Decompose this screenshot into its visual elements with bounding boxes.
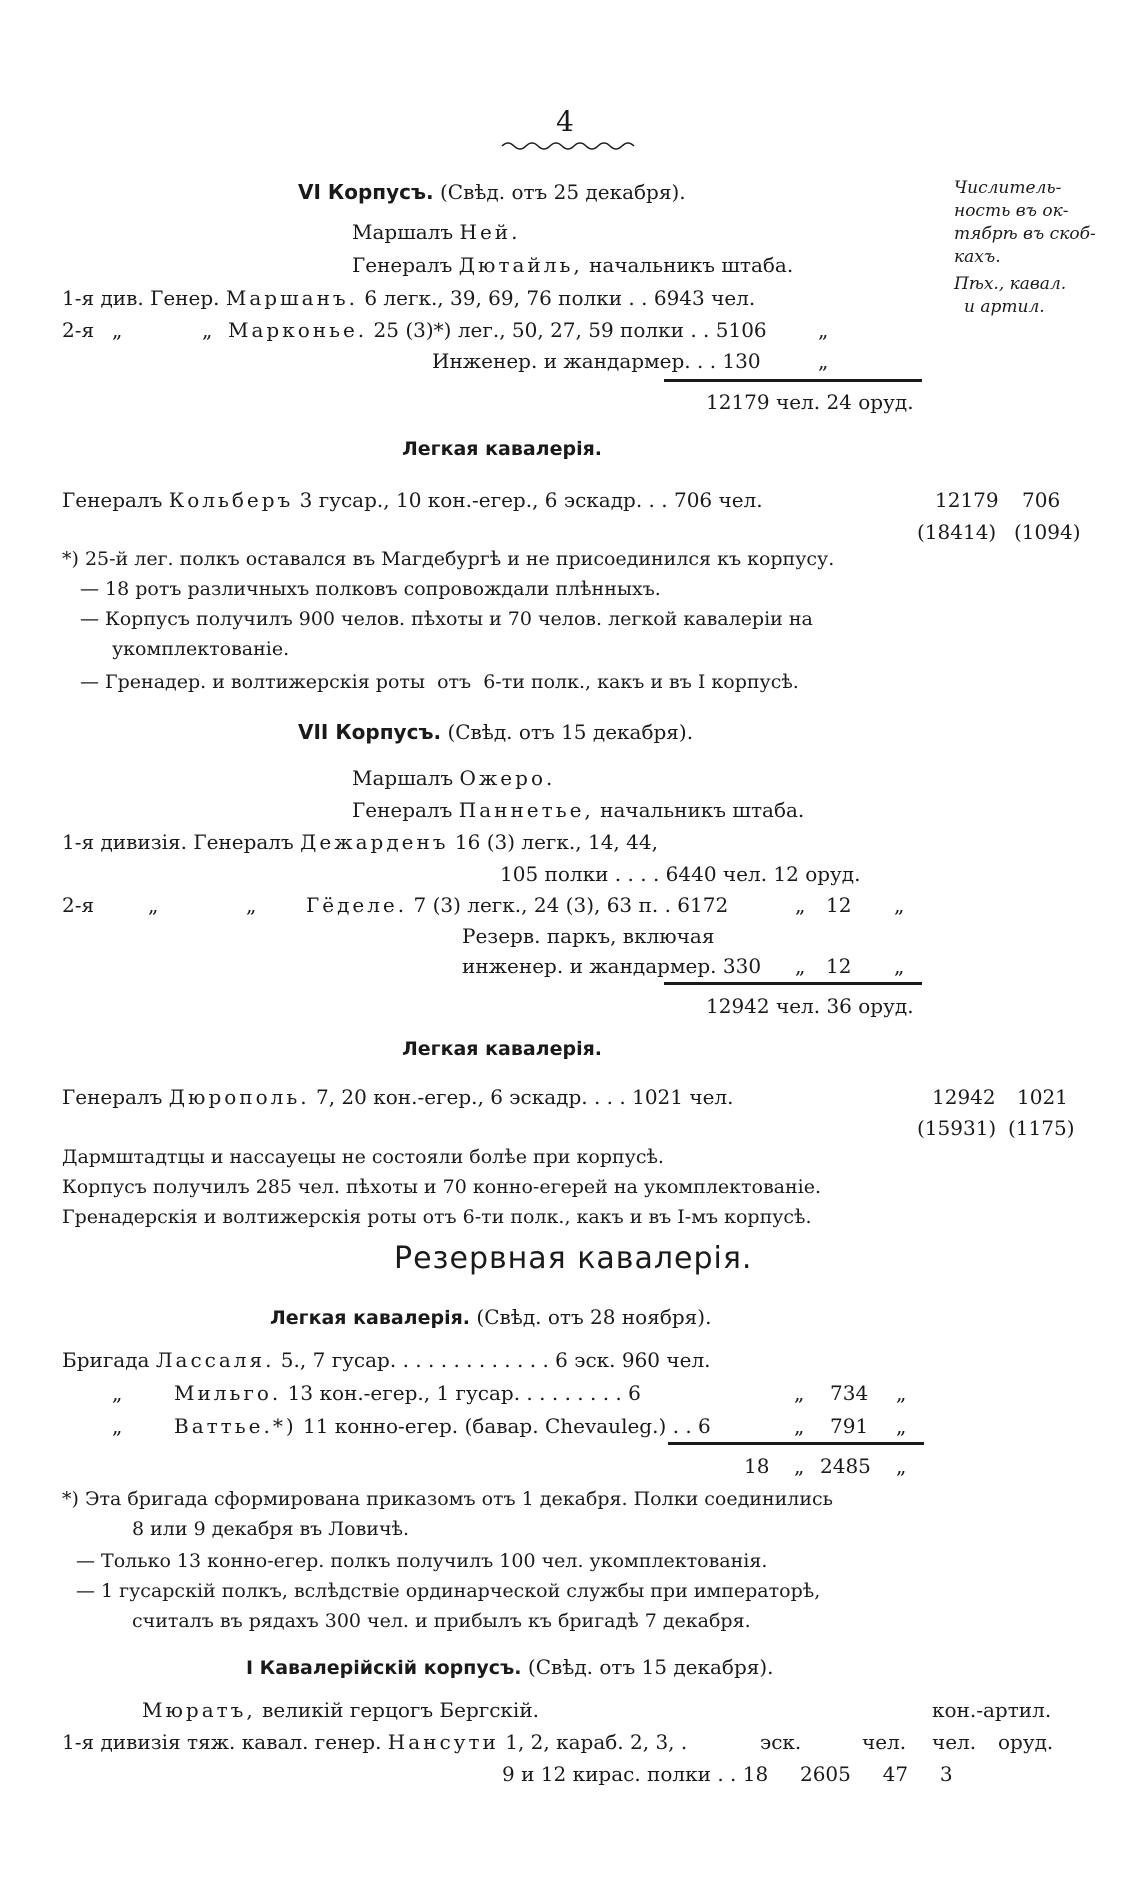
corps6-division-2: 2-я „ „ Марконье. 25 (3)*) лег., 50, 27, 59 полки . . 5106 bbox=[62, 318, 767, 342]
brigade-milgo: Мильго. 13 кон.-егер., 1 гусар. . . . . . . . . 6 bbox=[174, 1381, 641, 1405]
ditto-mark: „ bbox=[894, 954, 905, 978]
ditto-mark: „ bbox=[794, 1381, 805, 1405]
corps6-marshal: Маршалъ Ней. bbox=[352, 220, 521, 244]
corps7-total: 12942 чел. 36 оруд. bbox=[706, 994, 914, 1018]
corps6-engineers: Инженер. и жандармер. . . 130 bbox=[432, 349, 761, 373]
ditto-mark: „ bbox=[794, 1454, 805, 1478]
corps7-cavalry-line: Генералъ Дюрополь. 7, 20 кон.-егер., 6 эскадр. . . . 1021 чел. bbox=[62, 1085, 734, 1109]
corps6-division-1: 1-я див. Генер. Маршанъ. 6 легк., 39, 69, 76 полки . . 6943 чел. bbox=[62, 286, 756, 310]
brigade-vattier-men: 791 bbox=[830, 1414, 869, 1438]
corps7-reserve-park: Резерв. паркъ, включая bbox=[462, 924, 715, 948]
ditto-mark: „ bbox=[795, 954, 806, 978]
column-header-horse-artillery: кон.-артил. bbox=[932, 1698, 1052, 1722]
reserve-cavalry-title: Резервная кавалерія. bbox=[394, 1241, 753, 1276]
reserve-total-men: 2485 bbox=[820, 1454, 871, 1478]
sum-rule bbox=[664, 982, 922, 985]
column-header-squadrons: эск. bbox=[760, 1730, 802, 1754]
column-header-men-2: чел. bbox=[932, 1730, 977, 1754]
corps6-cav-october: 706 bbox=[1022, 488, 1061, 512]
brigade-lassal: Бригада Лассаля. 5., 7 гусар. . . . . . . . . . . . . 6 эск. 960 чел. bbox=[62, 1348, 711, 1372]
ditto-mark: „ bbox=[112, 1381, 123, 1405]
ditto-mark: „ bbox=[896, 1414, 907, 1438]
brigade-vattier: Ваттье.*) 11 конно-егер. (бавар. Chevauleg.) . . 6 bbox=[174, 1414, 711, 1438]
note: — 1 гусарскій полкъ, вслѣдствіе ординарческой службы при императорѣ, bbox=[76, 1580, 821, 1602]
corps7-chief: Генералъ Паннетье, начальникъ штаба. bbox=[352, 798, 805, 822]
note: считалъ въ рядахъ 300 чел. и прибылъ къ бригадѣ 7 декабря. bbox=[132, 1610, 751, 1632]
ditto-mark: „ bbox=[818, 349, 829, 373]
corps7-division-1: 1-я дивизія. Генералъ Дежарденъ 16 (3) легк., 14, 44, bbox=[62, 830, 658, 854]
note: укомплектованіе. bbox=[112, 638, 290, 660]
heavy-cavalry-division-1: 1-я дивизія тяж. кавал. генер. Нансути 1, 2, караб. 2, 3, . bbox=[62, 1730, 688, 1754]
ornament-squiggle bbox=[500, 140, 640, 152]
ditto-mark: „ bbox=[794, 1414, 805, 1438]
sum-rule bbox=[668, 1442, 924, 1445]
column-header-guns: оруд. bbox=[998, 1730, 1054, 1754]
corps7-engineers: инженер. и жандармер. 330 bbox=[462, 954, 762, 978]
note: 8 или 9 декабря въ Ловичѣ. bbox=[132, 1518, 410, 1540]
note: — Только 13 конно-егер. полкъ получилъ 100 чел. укомплектованія. bbox=[76, 1550, 768, 1572]
note: *) Эта бригада сформирована приказомъ отъ 1 декабря. Полки соединились bbox=[62, 1488, 834, 1510]
ditto-mark: „ bbox=[896, 1381, 907, 1405]
note: Корпусъ получилъ 285 чел. пѣхоты и 70 конно-егерей на укомплектованіе. bbox=[62, 1176, 822, 1198]
corps6-total: 12179 чел. 24 оруд. bbox=[706, 390, 914, 414]
corps7-heading: VII Корпусъ. (Свѣд. отъ 15 декабря). bbox=[298, 720, 694, 744]
corps6-cavalry-line: Генералъ Кольберъ 3 гусар., 10 кон.-егер., 6 эскадр. . . 706 чел. bbox=[62, 488, 763, 512]
corps6-side-note: Числитель- ность въ ок- тябрѣ въ скоб- кахъ. Пѣх., кавал. и артил. bbox=[954, 178, 1096, 317]
corps7-marshal: Маршалъ Ожеро. bbox=[352, 766, 556, 790]
corps7-division-2: 2-я „ „ Гёделе. 7 (3) легк., 24 (3), 63 п. . 6172 bbox=[62, 893, 729, 917]
corps7-cavalry-heading: Легкая кавалерія. bbox=[402, 1038, 603, 1060]
corps7-inf-parenthetical: (15931) bbox=[917, 1116, 997, 1140]
note: *) 25-й лег. полкъ оставался въ Магдебургѣ и не присоединился къ корпусу. bbox=[62, 548, 835, 570]
corps7-inf-october: 12942 bbox=[932, 1085, 996, 1109]
page-number: 4 bbox=[556, 105, 574, 138]
sum-rule bbox=[664, 379, 922, 382]
ditto-mark: „ bbox=[894, 893, 905, 917]
reserve-total-squadrons: 18 bbox=[744, 1454, 770, 1478]
corps7-division-1-cont: 105 полки . . . . 6440 чел. 12 оруд. bbox=[500, 862, 861, 886]
corps6-cav-parenthetical: (1094) bbox=[1014, 520, 1081, 544]
ditto-mark: „ bbox=[112, 1414, 123, 1438]
ditto-mark: „ bbox=[795, 893, 806, 917]
corps6-chief: Генералъ Дютайль, начальникъ штаба. bbox=[352, 253, 794, 277]
corps6-inf-october: 12179 bbox=[935, 488, 999, 512]
cavalry-corps-1-heading: I Кавалерійскій корпусъ. (Свѣд. отъ 15 декабря). bbox=[246, 1655, 774, 1679]
corps7-cav-october: 1021 bbox=[1017, 1085, 1068, 1109]
note: Гренадерскія и волтижерскія роты отъ 6-ти полк., какъ и въ I-мъ корпусѣ. bbox=[62, 1206, 812, 1228]
corps7-engineers-guns: 12 bbox=[826, 954, 852, 978]
column-header-men: чел. bbox=[862, 1730, 907, 1754]
note: Дармштадтцы и нассауецы не состояли болѣе при корпусѣ. bbox=[62, 1146, 664, 1168]
note: — Корпусъ получилъ 900 челов. пѣхоты и 70 челов. легкой кавалеріи на bbox=[80, 608, 813, 630]
corps7-division-2-guns: 12 bbox=[826, 893, 852, 917]
note: — Гренадер. и волтижерскія роты отъ 6-ти полк., какъ и въ I корпусѣ. bbox=[80, 671, 799, 693]
corps6-cavalry-heading: Легкая кавалерія. bbox=[402, 438, 603, 460]
brigade-milgo-men: 734 bbox=[830, 1381, 869, 1405]
corps7-cav-parenthetical: (1175) bbox=[1008, 1116, 1075, 1140]
note: — 18 ротъ различныхъ полковъ сопровождали плѣнныхъ. bbox=[80, 578, 661, 600]
ditto-mark: „ bbox=[896, 1454, 907, 1478]
corps6-inf-parenthetical: (18414) bbox=[917, 520, 997, 544]
heavy-cavalry-division-1-cont: 9 и 12 кирас. полки . . 18 2605 47 3 bbox=[502, 1762, 953, 1786]
light-cavalry-heading: Легкая кавалерія. (Свѣд. отъ 28 ноября). bbox=[270, 1305, 712, 1329]
corps6-heading: VI Корпусъ. (Свѣд. отъ 25 декабря). bbox=[298, 180, 686, 204]
murat-line: Мюратъ, великій герцогъ Бергскій. bbox=[142, 1698, 540, 1722]
ditto-mark: „ bbox=[818, 318, 829, 342]
